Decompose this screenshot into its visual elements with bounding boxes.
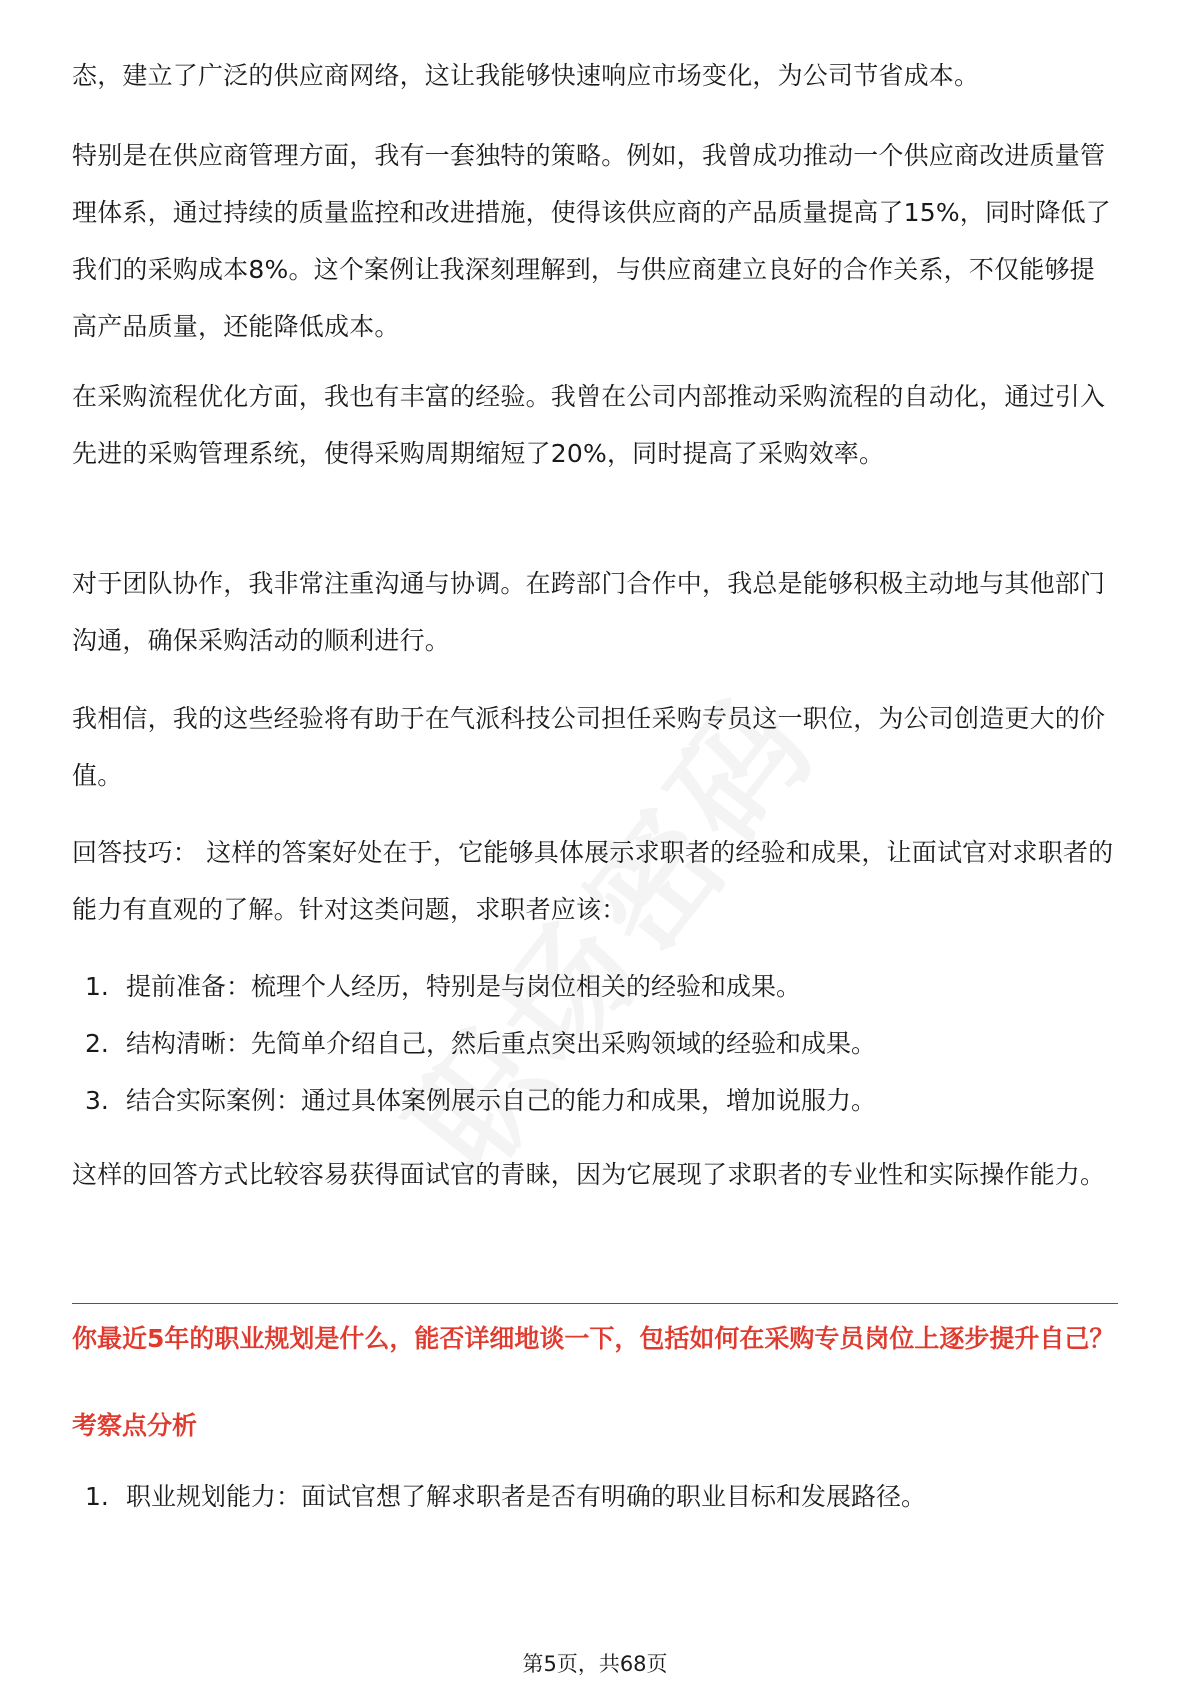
paragraph-4: 对于团队协作，我非常注重沟通与协调。在跨部门合作中，我总是能够积极主动地与其他部门沟通，确保采购活动的顺利进行。 bbox=[72, 569, 1106, 655]
paragraph-3: 在采购流程优化方面，我也有丰富的经验。我曾在公司内部推动采购流程的自动化，通过引入先进的采购管理系统，使得采购周期缩短了20%，同时提高了采购效率。 bbox=[72, 382, 1106, 468]
list-item bbox=[72, 1015, 1118, 1072]
list-item-text: 结构清晰：先简单介绍自己，然后重点突出采购领域的经验和成果。 bbox=[126, 1029, 877, 1058]
list-item-text: 提前准备：梳理个人经历，特别是与岗位相关的经验和成果。 bbox=[126, 972, 802, 1001]
list-item bbox=[72, 1072, 1118, 1129]
paragraph-conclusion: 这样的回答方式比较容易获得面试官的青睐，因为它展现了求职者的专业性和实际操作能力。 bbox=[72, 1160, 1106, 1189]
list-item-text: 职业规划能力：面试官想了解求职者是否有明确的职业目标和发展路径。 bbox=[126, 1482, 927, 1511]
document-page bbox=[72, 0, 1118, 1684]
paragraph-1: 态，建立了广泛的供应商网络，这让我能够快速响应市场变化，为公司节省成本。 bbox=[72, 61, 980, 90]
list-item-number: 2. bbox=[85, 1029, 109, 1058]
list-item bbox=[72, 1468, 1118, 1525]
analysis-heading: 考察点分析 bbox=[72, 1411, 198, 1440]
interview-question: 你最近5年的职业规划是什么，能否详细地谈一下，包括如何在采购专员岗位上逐步提升自己？ bbox=[72, 1324, 1115, 1353]
answer-tips-intro: 回答技巧： 这样的答案好处在于，它能够具体展示求职者的经验和成果，让面试官对求职者的能力有直观的了解。针对这类问题，求职者应该： bbox=[72, 838, 1114, 924]
analysis-list bbox=[72, 1468, 1118, 1525]
list-item-text: 结合实际案例：通过具体案例展示自己的能力和成果，增加说服力。 bbox=[126, 1086, 877, 1115]
list-item-number: 1. bbox=[85, 972, 109, 1001]
list-item-number: 3. bbox=[85, 1086, 109, 1115]
section-divider bbox=[72, 1303, 1118, 1304]
page-footer: 第5页，共68页 bbox=[522, 1652, 668, 1676]
paragraph-2: 特别是在供应商管理方面，我有一套独特的策略。例如，我曾成功推动一个供应商改进质量管理体系，通过持续的质量监控和改进措施，使得该供应商的产品质量提高了15%，同时降低了我们的采购成本8%。这个案例让我深刻理解到，与供应商建立良好的合作关系，不仅能够提高产品质量，还能降低成本。 bbox=[72, 141, 1111, 341]
list-item-number: 1. bbox=[85, 1482, 109, 1511]
paragraph-5: 我相信，我的这些经验将有助于在气派科技公司担任采购专员这一职位，为公司创造更大的价值。 bbox=[72, 704, 1106, 790]
tips-list bbox=[72, 958, 1118, 1129]
list-item bbox=[72, 958, 1118, 1015]
